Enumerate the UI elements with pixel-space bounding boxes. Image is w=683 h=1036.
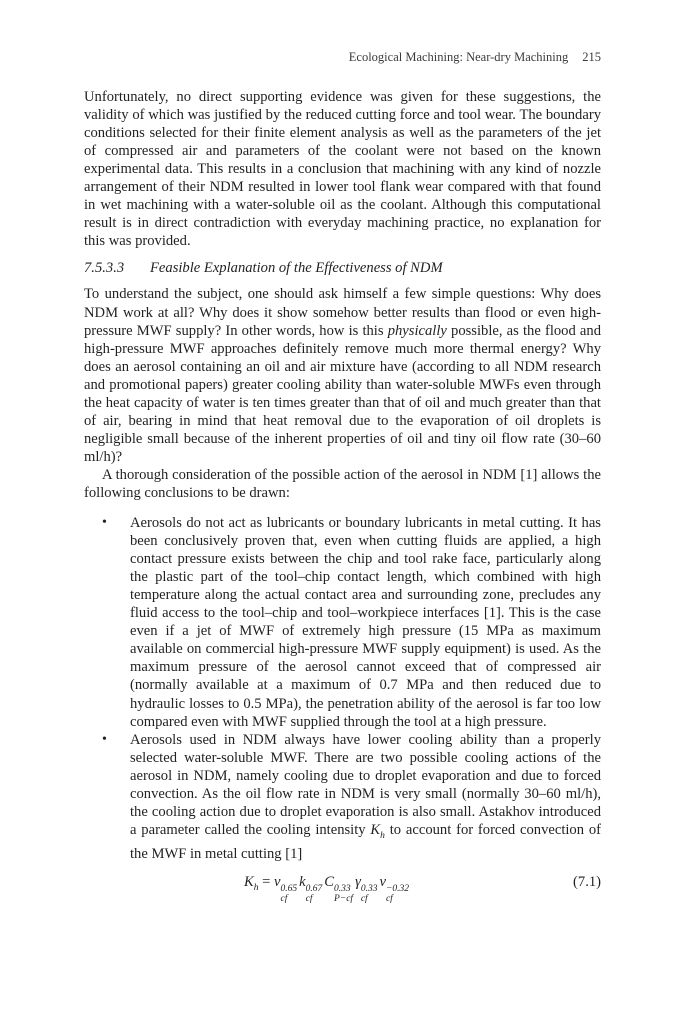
eq-term-scripts [281,884,298,904]
eq-sub: P−cf [333,893,354,904]
eq-term: γ [355,873,361,890]
eq-term-scripts [361,884,378,904]
paragraph-2 [84,285,601,465]
bullet-icon: • [102,515,107,531]
paragraph-3: A thorough consideration of the possible action of the aerosol in NDM [1] allows the following conclusions to be drawn: [84,466,601,501]
bullet-icon: • [102,731,107,747]
eq-sup: 0.33 [333,883,351,894]
eq-term: v [274,873,281,890]
eq-term-scripts [386,884,409,904]
list-item [84,514,601,731]
eq-term: C [324,873,334,890]
equation-formula [244,873,411,904]
eq-lhs-sub: h [253,882,259,893]
eq-sub: cf [385,893,393,904]
eq-sup: −0.32 [385,883,409,894]
eq-sub: cf [280,893,288,904]
eq-sub: cf [305,893,313,904]
emphasis-physically: physically [387,322,447,339]
eq-sup: 0.65 [280,883,298,894]
section-heading [84,259,601,277]
eq-term-scripts [306,884,323,904]
list-item [84,731,601,863]
section-number: 7.5.3.3 [84,260,125,277]
paragraph-2-part-1: To understand the subject, one should ask himself a few simple questions: Why does NDM work at all? Why does it show somehow better results than flood or even high-pressure MWF supply? In other words, how is this [84,286,601,339]
eq-term: ν [379,873,386,890]
eq-lhs: K [244,873,254,890]
page-number: 215 [582,50,601,64]
section-title: Feasible Explanation of the Effectiveness of NDM [150,260,443,277]
list-item-text-part-1: Aerosols used in NDM always have lower cooling ability than a properly selected water-soluble MWF. There are two possible cooling actions of the aerosol in NDM, namely cooling due to droplet evaporation and due to forced convection. As the oil flow rate in NDM is very small (normally 30–60 ml/h), the cooling action due to droplet evaporation is also small. Astakhov introduced a parameter called the cooling intensity [130,731,601,838]
page-body [84,88,601,904]
eq-term: k [299,873,306,890]
paragraph-2-part-2: possible, as the flood and high-pressure MWF approaches definitely remove much more thermal energy? Why does an aerosol containing an oil and air mixture have (according to all NDM research and promotional papers) greater cooling ability than water-soluble MWFs even through the heat capacity of water is ten times greater than that of oil and much greater than that of air, bearing in mind that heat removal due to the evaporation of oil droplets is negligible small because of the inherent properties of oil and tiny oil flow rate (30–60 ml/h)? [84,322,601,465]
conclusions-list [84,514,601,863]
eq-sup: 0.33 [360,883,378,894]
symbol-subscript: h [380,830,385,841]
list-item-text: Aerosols do not act as lubricants or boundary lubricants in metal cutting. It has been conclusively proven that, even when cutting fluids are applied, a high contact pressure exists between the chip and tool rake face, particularly along the plastic part of the tool–chip contact length, which combined with high temperature along the actual contact area and surrounding zone, precludes any fluid access to the tool–chip and tool–workpiece interfaces [1]. This is the case even if a jet of MWF of extremely high pressure (15 MPa as maximum available on commercial high-pressure MWF supply equipment) is used. As the maximum pressure of the aerosol cannot exceed that of compressed air (normally available at a maximum of 0.7 MPa and then reduced due to hydraulic losses to 0.5 MPa), the penetration ability of the aerosol is far too low compared even with MWF supplied through the tool at a high pressure. [130,515,601,730]
eq-sup: 0.67 [305,883,323,894]
eq-sub: cf [360,893,368,904]
running-title: Ecological Machining: Near-dry Machining [348,50,569,64]
paragraph-1: Unfortunately, no direct supporting evidence was given for these suggestions, the validity of which was justified by the reduced cutting force and tool wear. The boundary conditions selected for their finite element analysis as well as the parameters of the jet of compressed air and parameters of the coolant were not based on the known experimental data. This results in a conclusion that machining with any kind of nozzle arrangement of their NDM resulted in lower tool flank wear compared with that found in wet machining with a water-soluble oil as the coolant. Although this computational result is in direct contradiction with everyday machining practice, no explanation for this was provided. [84,89,601,250]
list-item-text-part-2: to account for forced convection of the MWF in metal cutting [1] [130,821,601,862]
eq-equals: = [262,873,271,890]
eq-term-scripts [334,884,353,904]
equation-number: (7.1) [573,873,601,890]
running-header [84,50,601,65]
equation-7-1 [84,873,601,904]
symbol-cooling-intensity [370,821,385,841]
symbol-base: K [370,821,381,838]
